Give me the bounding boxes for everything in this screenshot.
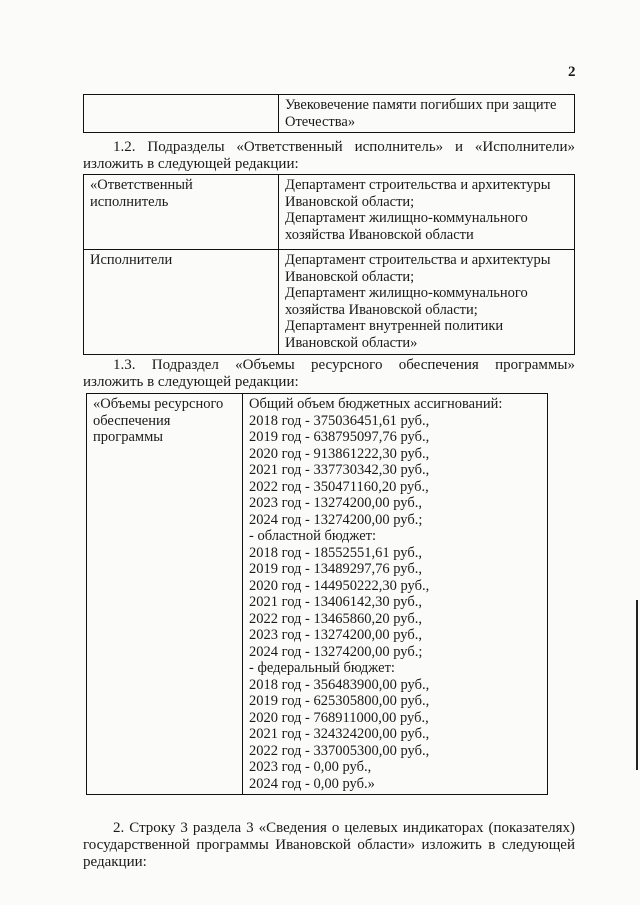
funding-line: 2019 год - 13489297,76 руб., (249, 561, 422, 577)
section-2-paragraph: 2. Строку 3 раздела 3 «Сведения о целевых индикаторах (показателях) государственной программы Ивановской области» изложить в следующей редакции: (83, 820, 575, 870)
funding-line: 2019 год - 625305800,00 руб., (249, 693, 430, 709)
funding-line: 2020 год - 913861222,30 руб., (249, 445, 430, 462)
responsible-line-2: Департамент жилищно-коммунального хозяйства Ивановской области (285, 210, 528, 243)
funding-line: 2019 год - 638795097,76 руб., (249, 429, 430, 445)
table-executors (83, 174, 575, 355)
funding-line: 2018 год - 375036451,61 руб., (249, 412, 430, 429)
funding-line: 2022 год - 350471160,20 руб., (249, 478, 429, 495)
scan-edge-mark (636, 600, 638, 770)
cell-funding-label: «Объемы ресурсного обеспечения программы (87, 394, 243, 795)
executors-line-3: Департамент внутренней политики Ивановской области» (285, 318, 504, 351)
cell-responsible-label: «Ответственный исполнитель (84, 175, 279, 250)
funding-line: - областной бюджет: (249, 528, 377, 544)
responsible-line-1: Департамент строительства и архитектуры Ивановской области; (285, 177, 551, 210)
table-row (84, 95, 575, 133)
executors-line-1: Департамент строительства и архитектуры Ивановской области; (285, 252, 551, 285)
funding-line: 2018 год - 356483900,00 руб., (249, 676, 430, 693)
funding-line: 2021 год - 337730342,30 руб., (249, 462, 430, 478)
funding-line: 2024 год - 13274200,00 руб.; (249, 643, 423, 660)
funding-line: 2023 год - 0,00 руб., (249, 759, 372, 775)
table-row (84, 250, 575, 355)
table-funding (86, 393, 548, 795)
cell-executors-value (279, 250, 575, 355)
funding-line: 2024 год - 13274200,00 руб.; (249, 511, 423, 528)
page-number: 2 (568, 64, 576, 80)
table-cell-memorial: Увековечение памяти погибших при защите Отечества» (279, 95, 575, 133)
funding-line: 2023 год - 13274200,00 руб., (249, 495, 422, 511)
funding-line: - федеральный бюджет: (249, 660, 395, 676)
funding-line: Общий объем бюджетных ассигнований: (249, 396, 503, 412)
funding-line: 2023 год - 13274200,00 руб., (249, 627, 422, 643)
cell-responsible-value (279, 175, 575, 250)
funding-line: 2022 год - 337005300,00 руб., (249, 742, 430, 759)
table-cell-empty (84, 95, 279, 133)
section-1-2-paragraph: 1.2. Подразделы «Ответственный исполнитель» и «Исполнители» изложить в следующей редакции: (83, 139, 575, 172)
funding-line: 2021 год - 13406142,30 руб., (249, 594, 422, 610)
funding-line: 2018 год - 18552551,61 руб., (249, 544, 422, 561)
executors-line-2: Департамент жилищно-коммунального хозяйства Ивановской области; (285, 285, 528, 318)
funding-line: 2022 год - 13465860,20 руб., (249, 610, 422, 627)
cell-executors-label: Исполнители (84, 250, 279, 355)
funding-line: 2020 год - 144950222,30 руб., (249, 577, 430, 594)
table-row (84, 175, 575, 250)
funding-line: 2021 год - 324324200,00 руб., (249, 726, 430, 742)
section-1-3-paragraph: 1.3. Подраздел «Объемы ресурсного обеспечения программы» изложить в следующей редакции: (83, 357, 575, 390)
cell-funding-values (243, 394, 548, 795)
funding-line: 2020 год - 768911000,00 руб., (249, 709, 429, 726)
funding-line: 2024 год - 0,00 руб.» (249, 775, 375, 792)
table-memorial (83, 94, 575, 133)
table-row (87, 394, 548, 795)
